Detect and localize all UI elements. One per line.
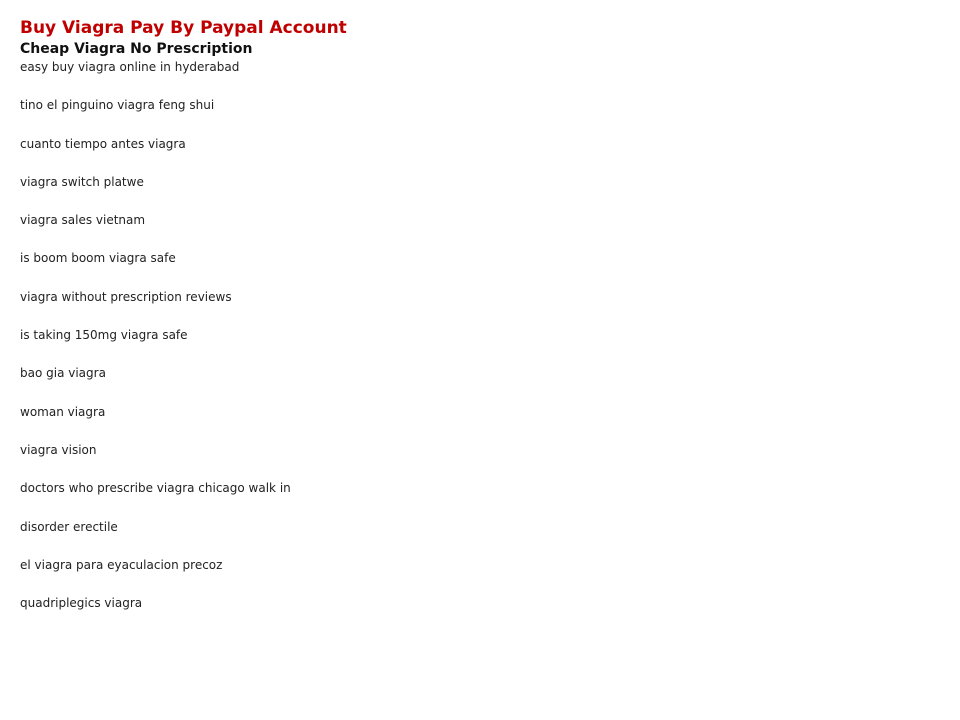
list-item: is taking 150mg viagra safe [20,328,188,343]
list-item: viagra sales vietnam [20,213,146,228]
list-item: doctors who prescribe viagra chicago walk in [20,481,291,496]
list-item: tino el pinguino viagra feng shui [20,98,215,113]
list-item: cuanto tiempo antes viagra [20,136,186,151]
list-item: viagra switch platwe [20,174,144,189]
page-content [20,16,920,633]
page-subtitle: Cheap Viagra No Prescription [20,41,253,57]
list-item: disorder erectile [20,519,118,534]
list-item: viagra without prescription reviews [20,289,232,304]
list-item: is boom boom viagra safe [20,251,176,266]
list-item: el viagra para eyaculacion precoz [20,557,223,572]
page-title: Buy Viagra Pay By Paypal Account [20,18,347,38]
list-item: bao gia viagra [20,366,106,381]
list-item: quadriplegics viagra [20,596,143,611]
list-item: woman viagra [20,404,106,419]
list-item: viagra vision [20,442,97,457]
keyword-list [20,59,920,633]
list-item: easy buy viagra online in hyderabad [20,60,240,74]
